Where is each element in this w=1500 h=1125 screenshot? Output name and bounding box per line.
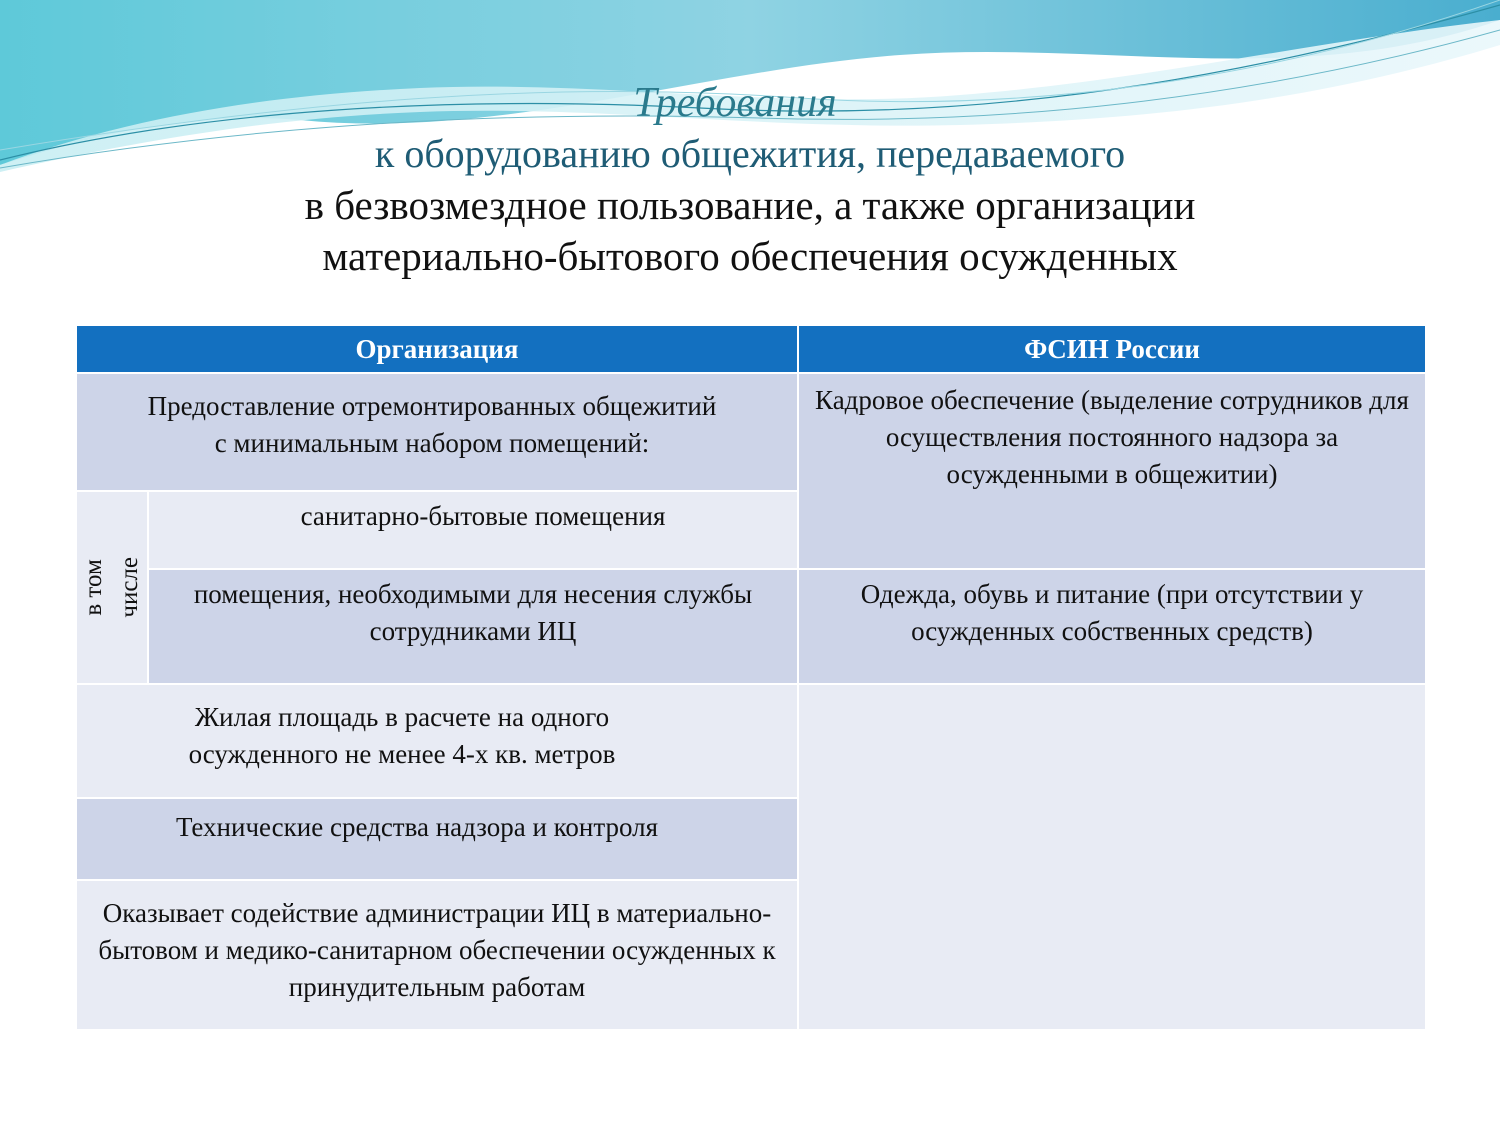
title-line-3: в безвозмездное пользование, а также организации <box>304 182 1196 228</box>
assistance-text: Оказывает содействие администрации ИЦ в материально-бытовом и медико-санитарном обеспечении осужденных к принудительным работам <box>98 898 776 1002</box>
technical-means-cell <box>76 798 798 880</box>
title-line-2: к оборудованию общежития, передаваемого <box>374 131 1126 176</box>
service-premises-text: помещения, необходимыми для несения службы сотрудниками ИЦ <box>193 579 753 646</box>
sanitary-premises-cell <box>148 491 798 569</box>
in-that-number-label: в том числе <box>80 556 143 618</box>
fsin-empty-cell <box>798 684 1426 1030</box>
header-organization: Организация <box>76 325 798 373</box>
requirements-table <box>75 324 1427 1031</box>
fsin-clothing-text: Одежда, обувь и питание (при отсутствии у осужденных собственных средств) <box>860 579 1364 646</box>
title-line-4: материально-бытового обеспечения осужденных <box>322 233 1178 279</box>
living-space-cell <box>76 684 798 798</box>
technical-means-text: Технические средства надзора и контроля <box>175 812 659 842</box>
fsin-clothing-cell <box>798 569 1426 684</box>
org-premises-text: Предоставление отремонтированных общежитий с минимальным набором помещений: <box>147 391 717 458</box>
org-premises-cell <box>76 373 798 491</box>
slide-title <box>0 78 1500 282</box>
fsin-staffing-text: Кадровое обеспечение (выделение сотрудников для осуществления постоянного надзора за осужденными в общежитии) <box>815 385 1409 489</box>
living-space-text: Жилая площадь в расчете на одного осужденного не менее 4-х кв. метров <box>188 702 616 769</box>
fsin-staffing-cell <box>798 373 1426 569</box>
header-fsin: ФСИН России <box>798 325 1426 373</box>
service-premises-cell <box>148 569 798 684</box>
in-that-number-cell <box>76 491 148 684</box>
sanitary-premises-text: санитарно-бытовые помещения <box>300 501 666 531</box>
title-line-1: Требования <box>633 80 837 126</box>
assistance-cell <box>76 880 798 1030</box>
